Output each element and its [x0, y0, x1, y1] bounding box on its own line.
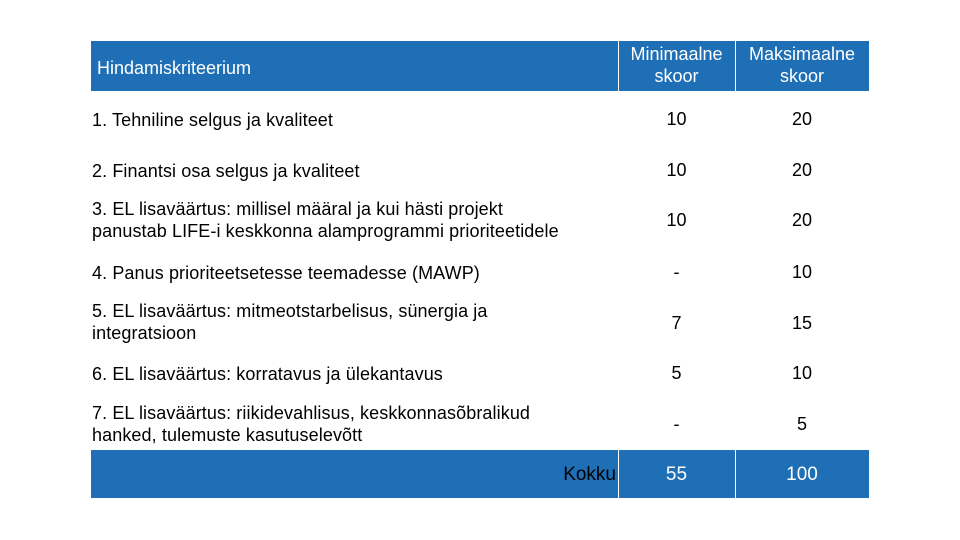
table-total-row	[91, 450, 869, 498]
row-min-score: 10	[666, 160, 687, 180]
total-max-score: 100	[786, 464, 818, 485]
row-criterion: 6. EL lisaväärtus: korratavus ja ülekantavus	[92, 364, 443, 384]
row-max-score: 20	[791, 160, 813, 180]
row-criterion: 1. Tehniline selgus ja kvaliteet	[92, 110, 334, 130]
header-min-score: Minimaalne skoor	[630, 44, 723, 86]
row-min-score: -	[673, 414, 680, 434]
row-min-score: -	[673, 262, 680, 282]
row-criterion: 2. Finantsi osa selgus ja kvaliteet	[92, 161, 360, 181]
row-criterion: 3. EL lisaväärtus: millisel määral ja kui hästi projekt panustab LIFE-i keskkonna alamprogrammi prioriteetidele	[92, 199, 559, 241]
row-max-score: 20	[791, 109, 813, 129]
row-min-score: 5	[671, 363, 682, 383]
row-max-score: 15	[791, 313, 813, 333]
row-max-score: 10	[791, 262, 813, 282]
total-label: Kokku	[563, 464, 616, 485]
table-row	[91, 346, 869, 397]
table-header	[91, 41, 869, 91]
header-max-score: Maksimaalne skoor	[748, 44, 856, 86]
table-row	[91, 142, 869, 193]
table-row	[91, 397, 869, 450]
row-min-score: 10	[666, 109, 687, 129]
row-max-score: 10	[791, 363, 813, 383]
total-min-score: 55	[665, 464, 688, 485]
row-max-score: 20	[791, 210, 813, 230]
row-min-score: 7	[671, 313, 682, 333]
table-row	[91, 91, 869, 142]
row-max-score: 5	[796, 414, 807, 434]
table-row	[91, 295, 869, 346]
row-criterion: 4. Panus prioriteetsetesse teemadesse (MAWP)	[92, 263, 480, 283]
header-criterion: Hindamiskriteerium	[97, 58, 252, 78]
table-row	[91, 193, 869, 244]
row-min-score: 10	[666, 210, 687, 230]
table-row	[91, 244, 869, 295]
row-criterion: 7. EL lisaväärtus: riikidevahlisus, keskkonnasõbralikud hanked, tulemuste kasutuselevõtt	[92, 403, 531, 445]
row-criterion: 5. EL lisaväärtus: mitmeotstarbelisus, sünergia ja integratsioon	[92, 301, 488, 343]
